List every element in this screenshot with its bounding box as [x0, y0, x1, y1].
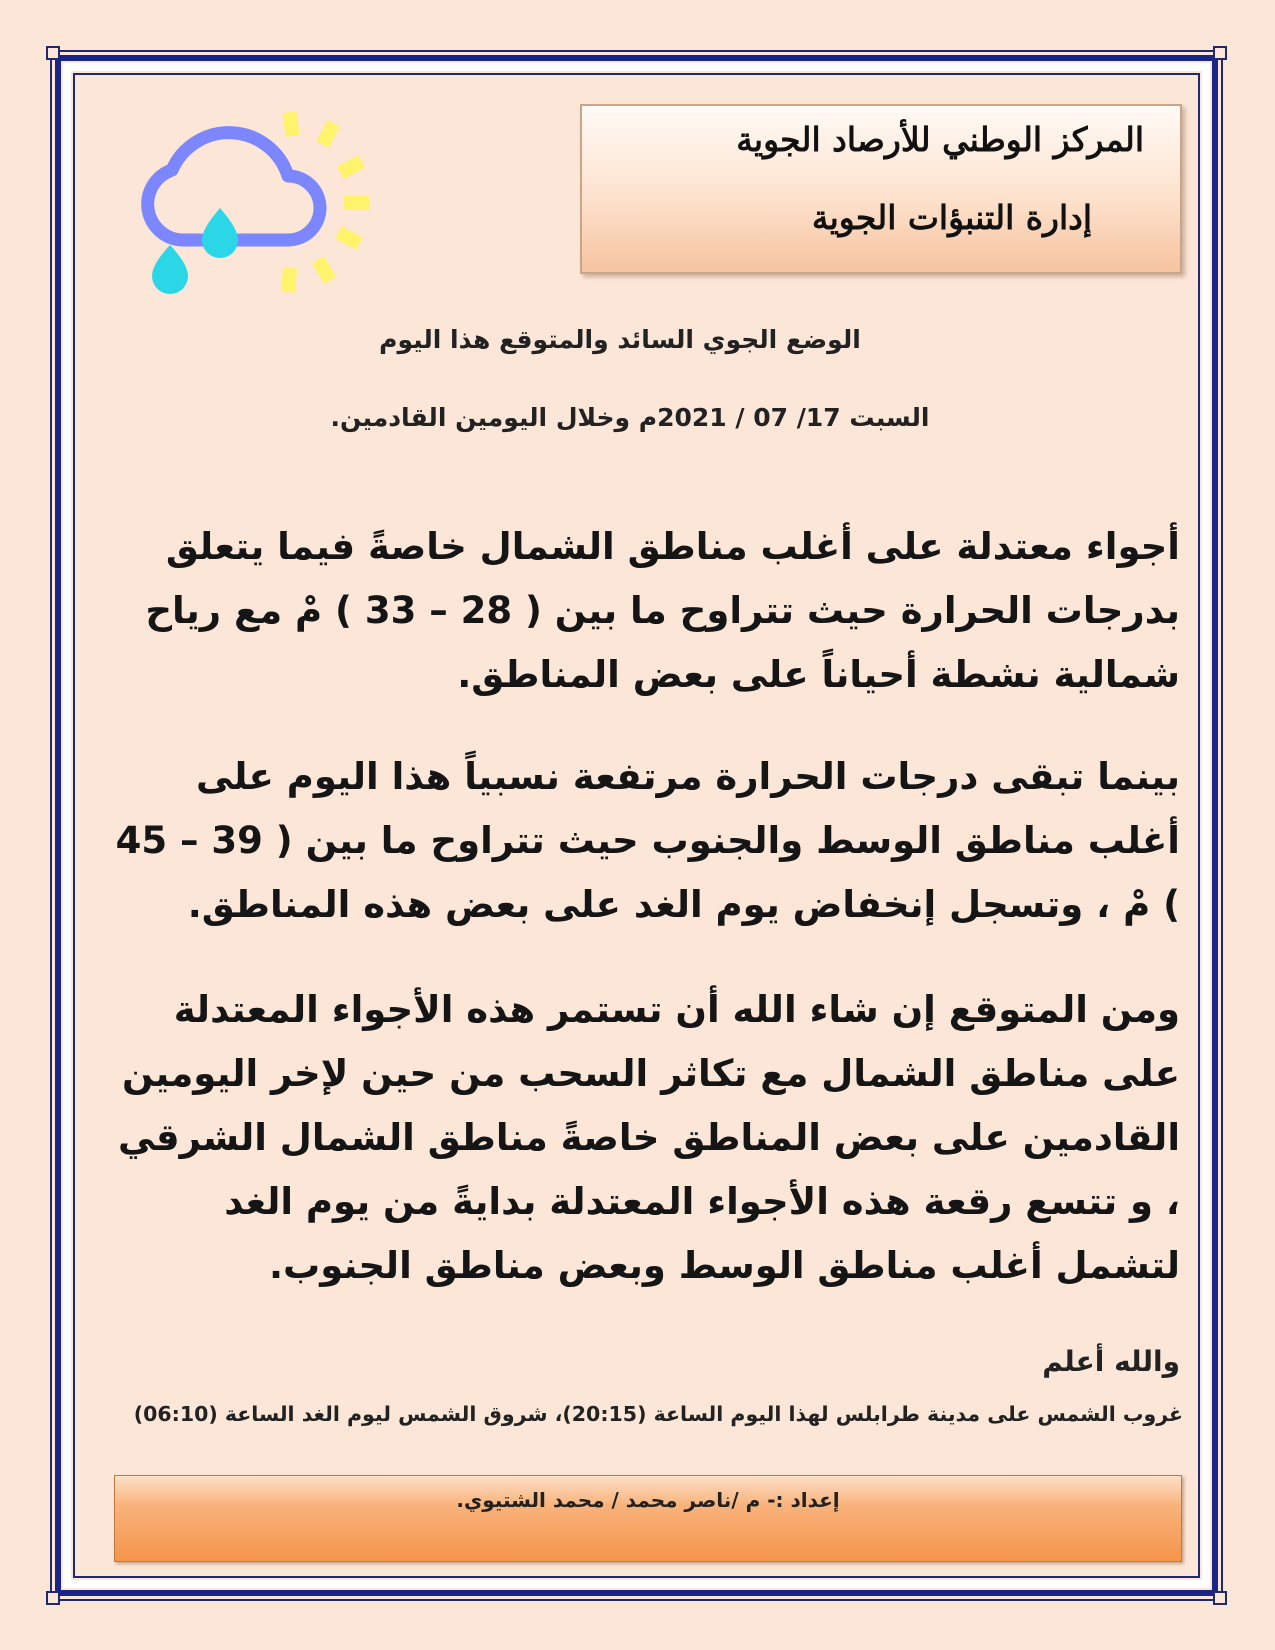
report-date: السبت 17/ 07 / 2021م وخلال اليومين القادمين. [330, 403, 930, 432]
forecast-paragraph-north: أجواء معتدلة على أغلب مناطق الشمال خاصةً فيما يتعلق بدرجات الحرارة حيث تتراوح ما بين ( 28 – 33 ) مْ مع رياح شمالية نشطة أحياناً على بعض المناطق. [145, 525, 1180, 696]
org-name: المركز الوطني للأرصاد الجوية [736, 120, 1144, 159]
forecast-paragraph-south: بينما تبقى درجات الحرارة مرتفعة نسبياً هذا اليوم على أغلب مناطق الوسط والجنوب حيث تتراوح ما بين ( 39 – 45 ) مْ ، وتسجل إنخفاض يوم الغد على بعض هذه المناطق. [115, 755, 1180, 926]
frame-corner-top-right [1213, 46, 1227, 60]
prepared-by: إعداد :- م /ناصر محمد / محمد الشتيوي. [456, 1488, 840, 1512]
cloud-rain-sun-icon [110, 100, 390, 310]
department-name: إدارة التنبؤات الجوية [811, 198, 1092, 237]
forecast-paragraph-outlook: ومن المتوقع إن شاء الله أن تستمر هذه الأجواء المعتدلة على مناطق الشمال مع تكاثر السحب من حين لإخر اليومين القادمين على بعض المناطق خاصةً مناطق الشمال الشرقي ، و تتسع رقعة هذه الأجواء المعتدلة بدايةً من يوم الغد لتشمل أغلب مناطق الوسط وبعض مناطق الجنوب. [118, 988, 1180, 1287]
closing-phrase: والله أعلم [1042, 1345, 1180, 1378]
footer-bar [114, 1475, 1182, 1562]
header-box [580, 104, 1182, 274]
report-title: الوضع الجوي السائد والمتوقع هذا اليوم [379, 325, 861, 354]
frame-corner-bottom-left [46, 1591, 60, 1605]
frame-corner-bottom-right [1213, 1591, 1227, 1605]
sunset-sunrise-times: غروب الشمس على مدينة طرابلس لهذا اليوم الساعة (20:15)، شروق الشمس ليوم الغد الساعة (06:10) [133, 1402, 1183, 1426]
frame-corner-top-left [46, 46, 60, 60]
